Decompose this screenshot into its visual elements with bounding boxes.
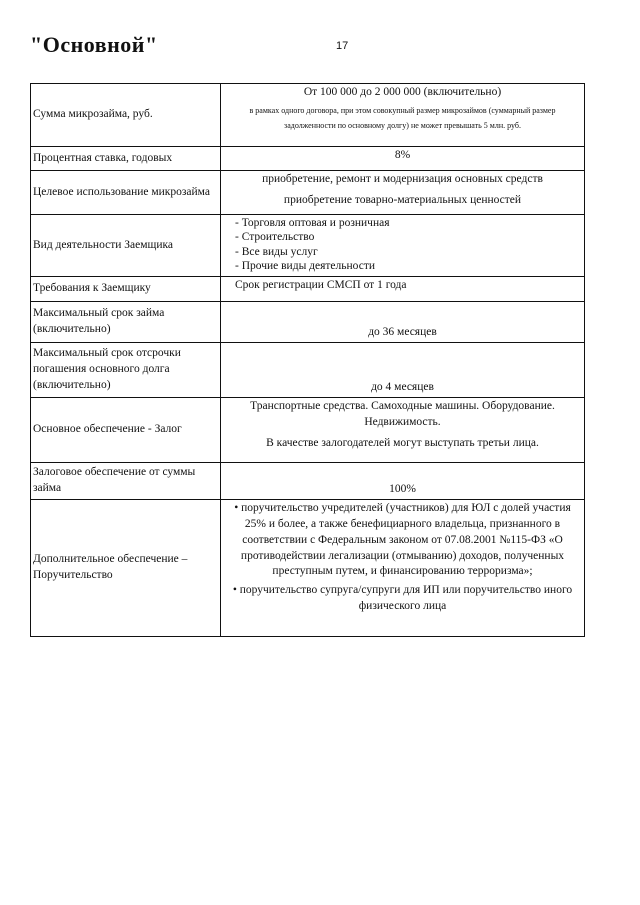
guarantee-value-cell [221, 500, 585, 637]
deferral-label: Максимальный срок отсрочки погашения основного долга (включительно) [31, 343, 221, 398]
collateral-label: Основное обеспечение - Залог [31, 398, 221, 463]
collateral-share-label: Залоговое обеспечение от суммы займа [31, 463, 221, 500]
activity-label: Вид деятельности Заемщика [31, 215, 221, 277]
purpose-value-1: приобретение, ремонт и модернизация основных средств [262, 173, 543, 185]
amount-value-cell [221, 84, 585, 147]
purpose-value-2: приобретение товарно-материальных ценностей [283, 193, 522, 206]
list-item: - Торговля оптовая и розничная [235, 217, 390, 229]
table-row-guarantee [31, 500, 585, 637]
guarantee-bullet-1: • поручительство учредителей (участников) для ЮЛ с долей участия 25% и более, а также бенефициарного владельца, признанного в соответствии с Федеральным законом от 07.08.2001 №115-ФЗ «О противодействии легализации (отмыванию) доходов, полученных преступным путем, и финансированию терроризма»; [234, 502, 571, 578]
guarantee-bullet-2: • поручительство супруга/супруги для ИП или поручительство иного физического лица [232, 584, 573, 613]
list-item: - Все виды услуг [235, 245, 318, 258]
max-term-value: до 36 месяцев [221, 302, 585, 343]
list-item: - Строительство [235, 231, 315, 244]
table-row-purpose [31, 171, 585, 215]
requirements-value: Срок регистрации СМСП от 1 года [221, 277, 585, 302]
collateral-value-1: Транспортные средства. Самоходные машины. Оборудование. Недвижимость. [250, 400, 555, 428]
table-row-deferral [31, 343, 585, 398]
table-row-amount [31, 84, 585, 147]
collateral-value-2: В качестве залогодателей могут выступать третьи лица. [266, 436, 539, 449]
table-row-collateral-share [31, 463, 585, 500]
guarantee-label: Дополнительное обеспечение – Поручительство [31, 500, 221, 637]
list-item: - Прочие виды деятельности [235, 260, 375, 273]
amount-value: От 100 000 до 2 000 000 (включительно) [303, 86, 502, 98]
table-row-requirements [31, 277, 585, 302]
amount-note: в рамках одного договора, при этом совокупный размер микрозаймов (суммарный размер задолженности по основному долгу) не может превышать 5 млн. руб. [249, 105, 556, 131]
table-row-activity [31, 215, 585, 277]
page-title: "Основной" [30, 32, 158, 57]
max-term-label: Максимальный срок займа (включительно) [31, 302, 221, 343]
rate-value: 8% [221, 147, 585, 171]
rate-label: Процентная ставка, годовых [31, 147, 221, 171]
requirements-label: Требования к Заемщику [31, 277, 221, 302]
purpose-value-cell [221, 171, 585, 215]
table-row-rate [31, 147, 585, 171]
amount-label: Сумма микрозайма, руб. [31, 84, 221, 147]
loan-terms-table [30, 83, 585, 637]
table-row-collateral [31, 398, 585, 463]
table-row-max-term [31, 302, 585, 343]
activity-list [221, 215, 585, 277]
deferral-value: до 4 месяцев [221, 343, 585, 398]
page-number: 17 [336, 40, 349, 52]
collateral-share-value: 100% [221, 463, 585, 500]
collateral-value-cell [221, 398, 585, 463]
purpose-label: Целевое использование микрозайма [31, 171, 221, 215]
